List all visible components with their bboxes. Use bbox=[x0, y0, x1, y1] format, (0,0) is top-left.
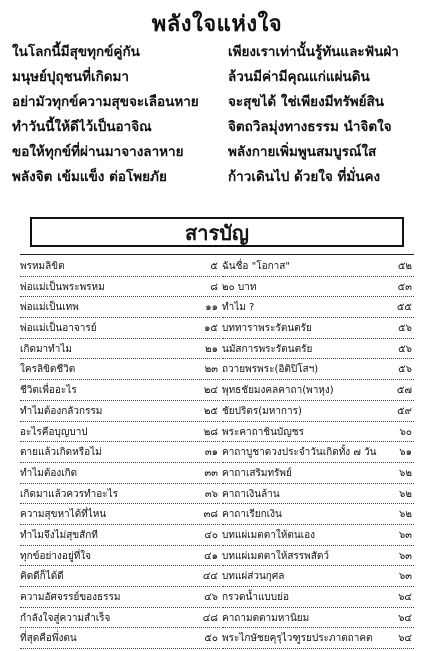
toc-entry bbox=[222, 444, 414, 465]
toc-entry-page: ๕๖ bbox=[398, 364, 412, 376]
toc-entry-title: นมัสการพระรัตนตรัย bbox=[222, 343, 313, 355]
toc-entry-page: ๖๔ bbox=[398, 592, 412, 603]
toc-entry-title: เกิดมาแล้วควรทำอะไร bbox=[20, 488, 119, 500]
toc-leader-line bbox=[20, 545, 220, 546]
toc-entry-page: ๖๑ bbox=[399, 447, 412, 459]
poem-line-right: เพียงเราเท่านั้นรู้ทันและฟันฝ่า bbox=[228, 44, 399, 60]
toc-entry-title: ทำไมต้องเกิด bbox=[20, 467, 78, 479]
toc-entry-title: ๒๐ บาท bbox=[222, 281, 257, 293]
toc-leader-line bbox=[222, 379, 414, 380]
toc-entry bbox=[222, 279, 414, 300]
toc-leader-line bbox=[222, 586, 414, 587]
toc-entry bbox=[20, 341, 220, 362]
toc-entry bbox=[222, 299, 414, 320]
poem-line bbox=[12, 165, 426, 190]
toc-entry bbox=[20, 527, 220, 548]
toc-entry-page: ๖๓ bbox=[398, 550, 412, 562]
toc-entry bbox=[20, 568, 220, 589]
toc-entry-title: ทำไม ? bbox=[222, 302, 255, 314]
toc-leader-line bbox=[222, 483, 414, 484]
toc-entry-page: ๒๓ bbox=[204, 364, 218, 376]
toc-entry bbox=[20, 299, 220, 320]
toc-entry-page: ๖๐ bbox=[399, 426, 412, 438]
poem-line-right: จะสุขได้ ใช่เพียงมีทรัพย์สิน bbox=[228, 94, 384, 110]
toc-entry-page: ๑๑ bbox=[205, 302, 218, 314]
toc-entry-page: ๖๓ bbox=[398, 529, 412, 541]
toc-leader-line bbox=[20, 483, 220, 484]
toc-entry bbox=[20, 424, 220, 445]
toc-entry-page: ๓๘ bbox=[203, 509, 218, 521]
toc-leader-line bbox=[222, 296, 414, 297]
toc-entry-title: ทำไมจึงไม่สุขสักที bbox=[20, 529, 98, 541]
toc-leader-line bbox=[20, 503, 220, 504]
toc-entry bbox=[222, 382, 414, 403]
toc-entry-page: ๕๖ bbox=[398, 323, 412, 335]
toc-entry-title: ฉันชื่อ "โอกาส" bbox=[222, 261, 290, 272]
toc-entry-title: บทแผ่ส่วนกุศล bbox=[222, 571, 285, 583]
toc-leader-line bbox=[20, 400, 220, 401]
toc-entry bbox=[222, 258, 414, 279]
poem-title: พลังใจแห่งใจ bbox=[151, 12, 283, 37]
toc-leader-line bbox=[20, 276, 220, 277]
toc-entry-page: ๓๓ bbox=[204, 467, 218, 479]
toc-leader-line bbox=[222, 607, 414, 608]
toc-entry bbox=[222, 341, 414, 362]
toc-entry-page: ๕๒ bbox=[397, 261, 412, 272]
toc-entry-page: ๖๒ bbox=[399, 488, 412, 500]
toc-leader-line bbox=[222, 648, 414, 649]
toc-entry-page: ๕๕ bbox=[396, 302, 412, 314]
toc-entry bbox=[20, 506, 220, 527]
toc-leader-line bbox=[222, 338, 414, 339]
toc-entry-page: ๑๕ bbox=[204, 323, 218, 335]
toc-entry bbox=[222, 630, 414, 651]
toc-entry-page: ๕๙ bbox=[397, 405, 412, 417]
toc-leader-line bbox=[222, 503, 414, 504]
toc-divider bbox=[20, 254, 414, 255]
toc-entry bbox=[222, 527, 414, 548]
toc-entry-title: คาถาเรียกเงิน bbox=[222, 509, 282, 521]
toc-entry-page: ๕๓ bbox=[397, 281, 412, 293]
toc-leader-line bbox=[222, 565, 414, 566]
toc-entry bbox=[20, 486, 220, 507]
toc-entry bbox=[222, 320, 414, 341]
toc-entry-title: คาถาเสริมทรัพย์ bbox=[222, 467, 292, 479]
poem-line-left: มนุษย์ปุถุชนที่เกิดมา bbox=[12, 69, 130, 85]
poem-line bbox=[12, 140, 426, 165]
toc-entry-page: ๒๕ bbox=[203, 405, 218, 417]
toc-leader-line bbox=[20, 607, 220, 608]
toc-entry bbox=[20, 258, 220, 279]
toc-leader-line bbox=[222, 462, 414, 463]
toc-entry-title: ที่สุดคือพึ่งตน bbox=[20, 633, 77, 645]
toc-entry-title: ทำไมต้องกลัวกรรม bbox=[20, 405, 103, 417]
toc-leader-line bbox=[20, 296, 220, 297]
poem-line-right: จิตถวิลมุ่งทางธรรม นำจิตใจ bbox=[228, 119, 392, 135]
toc-title-box bbox=[30, 217, 404, 247]
poem-line bbox=[12, 40, 426, 65]
toc-entry-page: ๖๒ bbox=[399, 509, 412, 521]
toc-entry-title: ถวายพรพระ(อิติปิโสฯ) bbox=[222, 364, 319, 376]
toc-entry bbox=[222, 568, 414, 589]
toc-entry-page: ๕๖ bbox=[398, 343, 412, 355]
toc-entry-title: ชีวิตเพื่ออะไร bbox=[20, 385, 77, 397]
toc-leader-line bbox=[20, 358, 220, 359]
toc-leader-line bbox=[222, 358, 414, 359]
toc-entry-title: คาถามตตามหานิยม bbox=[222, 612, 310, 624]
toc-entry-title: กำลังใจสู่ความสำเร็จ bbox=[20, 612, 111, 624]
toc-entry bbox=[20, 444, 220, 465]
toc-entry bbox=[20, 630, 220, 651]
toc-entry-title: ชัยปริตร(มหาการ) bbox=[222, 405, 302, 417]
poem-line bbox=[12, 115, 426, 140]
toc-entry-page: ๘ bbox=[210, 281, 218, 293]
toc-entry-page: ๒๔ bbox=[203, 385, 218, 397]
toc-leader-line bbox=[222, 524, 414, 525]
toc-entry-page: ๔๑ bbox=[204, 550, 218, 562]
toc-leader-line bbox=[20, 648, 220, 649]
poem-line-left: ขอให้ทุกข์ที่ผ่านมาจางลาหาย bbox=[12, 144, 184, 160]
toc-entry-title: พรหมลิขิต bbox=[20, 261, 65, 272]
toc-leader-line bbox=[222, 421, 414, 422]
toc-entry-title: เกิดมาทำไม bbox=[20, 343, 73, 355]
toc-leader-line bbox=[222, 317, 414, 318]
toc-leader-line bbox=[20, 565, 220, 566]
toc-entry-page: ๔๔ bbox=[202, 571, 218, 583]
toc-entry-page: ๓๑ bbox=[204, 447, 218, 459]
poem-line bbox=[12, 65, 426, 90]
toc-entry-title: อะไรคือบุญบาป bbox=[20, 426, 88, 438]
toc-leader-line bbox=[20, 524, 220, 525]
toc-leader-line bbox=[222, 545, 414, 546]
toc-entry bbox=[20, 320, 220, 341]
toc-entry bbox=[20, 589, 220, 610]
toc-left-column bbox=[20, 258, 220, 651]
toc-entry bbox=[20, 361, 220, 382]
toc-entry-page: ๓๖ bbox=[204, 488, 218, 500]
toc-title: สารบัญ bbox=[185, 221, 249, 245]
toc-entry-page: ๕๗ bbox=[396, 385, 412, 397]
toc-entry-title: พุทธชัยมงคลคาถา(พาหุง) bbox=[222, 385, 334, 397]
toc-leader-line bbox=[20, 338, 220, 339]
toc-leader-line bbox=[222, 276, 414, 277]
toc-entry-title: ตายแล้วเกิดหรือไม่ bbox=[20, 447, 102, 459]
toc-leader-line bbox=[20, 462, 220, 463]
toc-leader-line bbox=[20, 627, 220, 628]
toc-entry-title: พ่อแม่เป็นพระพรหม bbox=[20, 281, 105, 293]
toc-entry bbox=[20, 279, 220, 300]
toc-entry bbox=[222, 486, 414, 507]
toc-entry-title: บทแผ่เมตตาให้สรรพสัตว์ bbox=[222, 550, 329, 562]
poem-line-left: พลังจิต เข้มแข็ง ต่อโพยภัย bbox=[12, 169, 167, 185]
toc-entry-title: คาถาบูชาดวงประจำวันเกิดทั้ง ๗ วัน bbox=[222, 447, 377, 459]
toc-entry-page: ๒๘ bbox=[203, 426, 218, 438]
toc-entry-page: ๒๑ bbox=[205, 343, 218, 355]
toc-right-column bbox=[222, 258, 414, 651]
toc-leader-line bbox=[20, 421, 220, 422]
toc-entry-title: พ่อแม่เป็นอาจารย์ bbox=[20, 323, 97, 335]
toc-entry-title: พระคาถาชินบัญชร bbox=[222, 426, 304, 438]
toc-entry bbox=[20, 403, 220, 424]
toc-leader-line bbox=[20, 441, 220, 442]
toc-entry bbox=[20, 610, 220, 631]
poem-line bbox=[12, 90, 426, 115]
toc-entry bbox=[222, 506, 414, 527]
toc-entry-title: พระไกษัชยคุรุไวฑูรยประภาตถาคต bbox=[222, 633, 373, 645]
toc-entry bbox=[222, 610, 414, 631]
toc-leader-line bbox=[222, 627, 414, 628]
toc-entry-title: กรวดน้ำแบบย่อ bbox=[222, 592, 289, 603]
toc-entry-title: ทุกข์อย่างอยู่ที่ใจ bbox=[20, 550, 92, 562]
toc-entry-title: ความสุขหาได้ที่ไหน bbox=[20, 509, 107, 521]
toc-entry bbox=[222, 465, 414, 486]
toc-entry bbox=[222, 548, 414, 569]
toc-entry bbox=[222, 589, 414, 610]
toc-leader-line bbox=[20, 317, 220, 318]
toc-leader-line bbox=[20, 586, 220, 587]
toc-entry-title: บทแผ่เมตตาให้ตนเอง bbox=[222, 529, 315, 541]
toc-entry-page: ๕ bbox=[210, 261, 218, 272]
toc-entry-page: ๔๐ bbox=[204, 529, 218, 541]
poem-line-right: ล้วนมีค่ามีคุณแก่แผ่นดิน bbox=[228, 69, 370, 85]
toc-entry-title: ใครลิขิตชีวิต bbox=[20, 364, 76, 376]
poem-line-right: ก้าวเดินไป ด้วยใจ ที่มั่นคง bbox=[228, 169, 381, 185]
toc-entry-page: ๖๔ bbox=[398, 633, 412, 645]
toc-entry-title: คาถาเงินล้าน bbox=[222, 488, 280, 500]
toc-entry-page: ๖๓ bbox=[398, 571, 412, 583]
toc-entry bbox=[20, 548, 220, 569]
toc-entry-page: ๕๐ bbox=[204, 633, 218, 645]
toc-entry bbox=[222, 403, 414, 424]
toc-leader-line bbox=[20, 379, 220, 380]
toc-entry bbox=[222, 361, 414, 382]
toc-entry-title: พ่อแม่เป็นเทพ bbox=[20, 302, 79, 314]
toc-entry-page: ๖๔ bbox=[398, 612, 412, 624]
toc-entry bbox=[20, 465, 220, 486]
poem-line-left: ทำวันนี้ให้ดีไว้เป็นอาจิณ bbox=[12, 119, 152, 135]
poem-line-left: อย่ามัวทุกข์ความสุขจะเลือนหาย bbox=[12, 94, 199, 110]
toc-entry-page: ๔๖ bbox=[204, 592, 218, 603]
toc-entry-page: ๔๘ bbox=[202, 612, 218, 624]
toc-entry-title: คิดดีก็ได้ดี bbox=[20, 571, 64, 583]
poem bbox=[12, 40, 426, 190]
toc-leader-line bbox=[222, 400, 414, 401]
toc-entry-page: ๖๒ bbox=[399, 467, 412, 479]
poem-line-left: ในโลกนี้มีสุขทุกข์คู่กัน bbox=[12, 44, 140, 60]
toc-leader-line bbox=[222, 441, 414, 442]
toc-entry bbox=[20, 382, 220, 403]
toc-entry bbox=[222, 424, 414, 445]
poem-line-right: พลังกายเพิ่มพูนสมบูรณ์ใส bbox=[228, 144, 377, 160]
toc-entry-title: ความอัศจรรย์ของธรรม bbox=[20, 592, 121, 603]
toc-entry-title: บททาราพระรัตนตรัย bbox=[222, 323, 312, 335]
